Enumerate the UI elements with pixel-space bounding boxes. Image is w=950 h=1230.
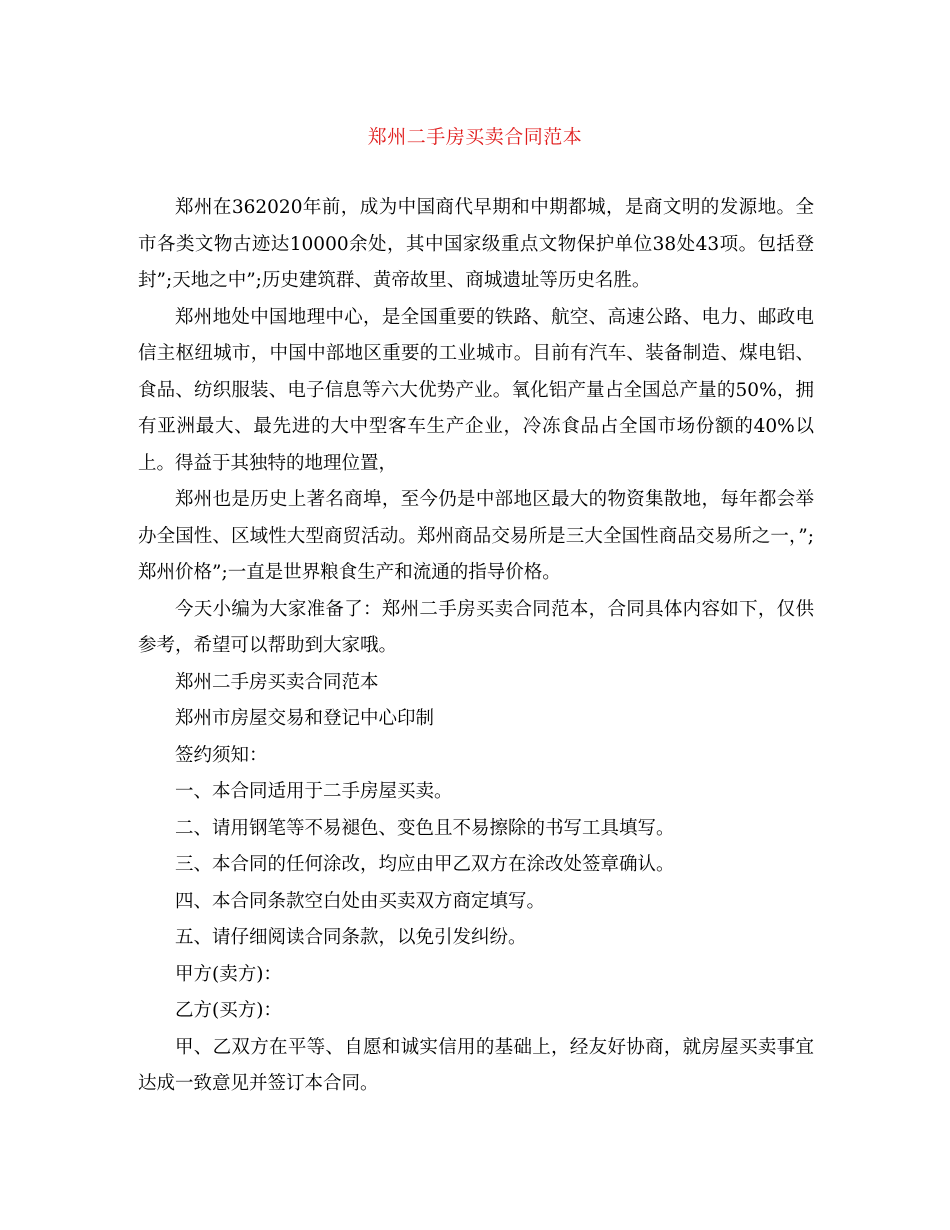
notice-item-3: 三、本合同的任何涂改，均应由甲乙双方在涂改处签章确认。 <box>175 854 675 875</box>
contract-issuer-line: 郑州市房屋交易和登记中心印制 <box>175 708 435 729</box>
agreement-paragraph: 甲、乙双方在平等、自愿和诚实信用的基础上，经友好协商，就房屋买卖事宜达成一致意见并签订本合同。 <box>138 1036 814 1094</box>
party-b-line: 乙方(买方)： <box>175 1000 282 1021</box>
paragraph-intro: 今天小编为大家准备了：郑州二手房买卖合同范本，合同具体内容如下，仅供参考，希望可以帮助到大家哦。 <box>138 598 814 656</box>
signing-notice-heading: 签约须知： <box>175 744 268 766</box>
party-a-line: 甲方(卖方)： <box>175 963 282 985</box>
contract-title-line: 郑州二手房买卖合同范本 <box>175 671 379 693</box>
document-body <box>138 190 814 1103</box>
notice-item-1: 一、本合同适用于二手房屋买卖。 <box>175 781 453 802</box>
paragraph-geography: 郑州地处中国地理中心，是全国重要的铁路、航空、高速公路、电力、邮政电信主枢纽城市，中国中部地区重要的工业城市。目前有汽车、装备制造、煤电铝、食品、纺织服装、电子信息等六大优势产业。氧化铝产量占全国总产量的50%，拥有亚洲最大、最先进的大中型客车生产企业，冷冻食品占全国市场份额的40%以上。得益于其独特的地理位置， <box>138 306 814 474</box>
notice-item-4: 四、本合同条款空白处由买卖双方商定填写。 <box>175 890 546 912</box>
notice-item-5: 五、请仔细阅读合同条款，以免引发纠纷。 <box>175 927 527 948</box>
paragraph-history: 郑州在362020年前，成为中国商代早期和中期都城，是商文明的发源地。全市各类文物古迹达10000余处，其中国家级重点文物保护单位38处43项。包括登封”;天地之中”;历史建筑群、黄帝故里、商城遗址等历史名胜。 <box>138 197 814 291</box>
paragraph-commerce: 郑州也是历史上著名商埠，至今仍是中部地区最大的物资集散地，每年都会举办全国性、区域性大型商贸活动。郑州商品交易所是三大全国性商品交易所之一，”;郑州价格”;一直是世界粮食生产和流通的指导价格。 <box>138 489 814 583</box>
notice-item-2: 二、请用钢笔等不易褪色、变色且不易擦除的书写工具填写。 <box>175 817 675 839</box>
document-title: 郑州二手房买卖合同范本 <box>367 126 583 148</box>
